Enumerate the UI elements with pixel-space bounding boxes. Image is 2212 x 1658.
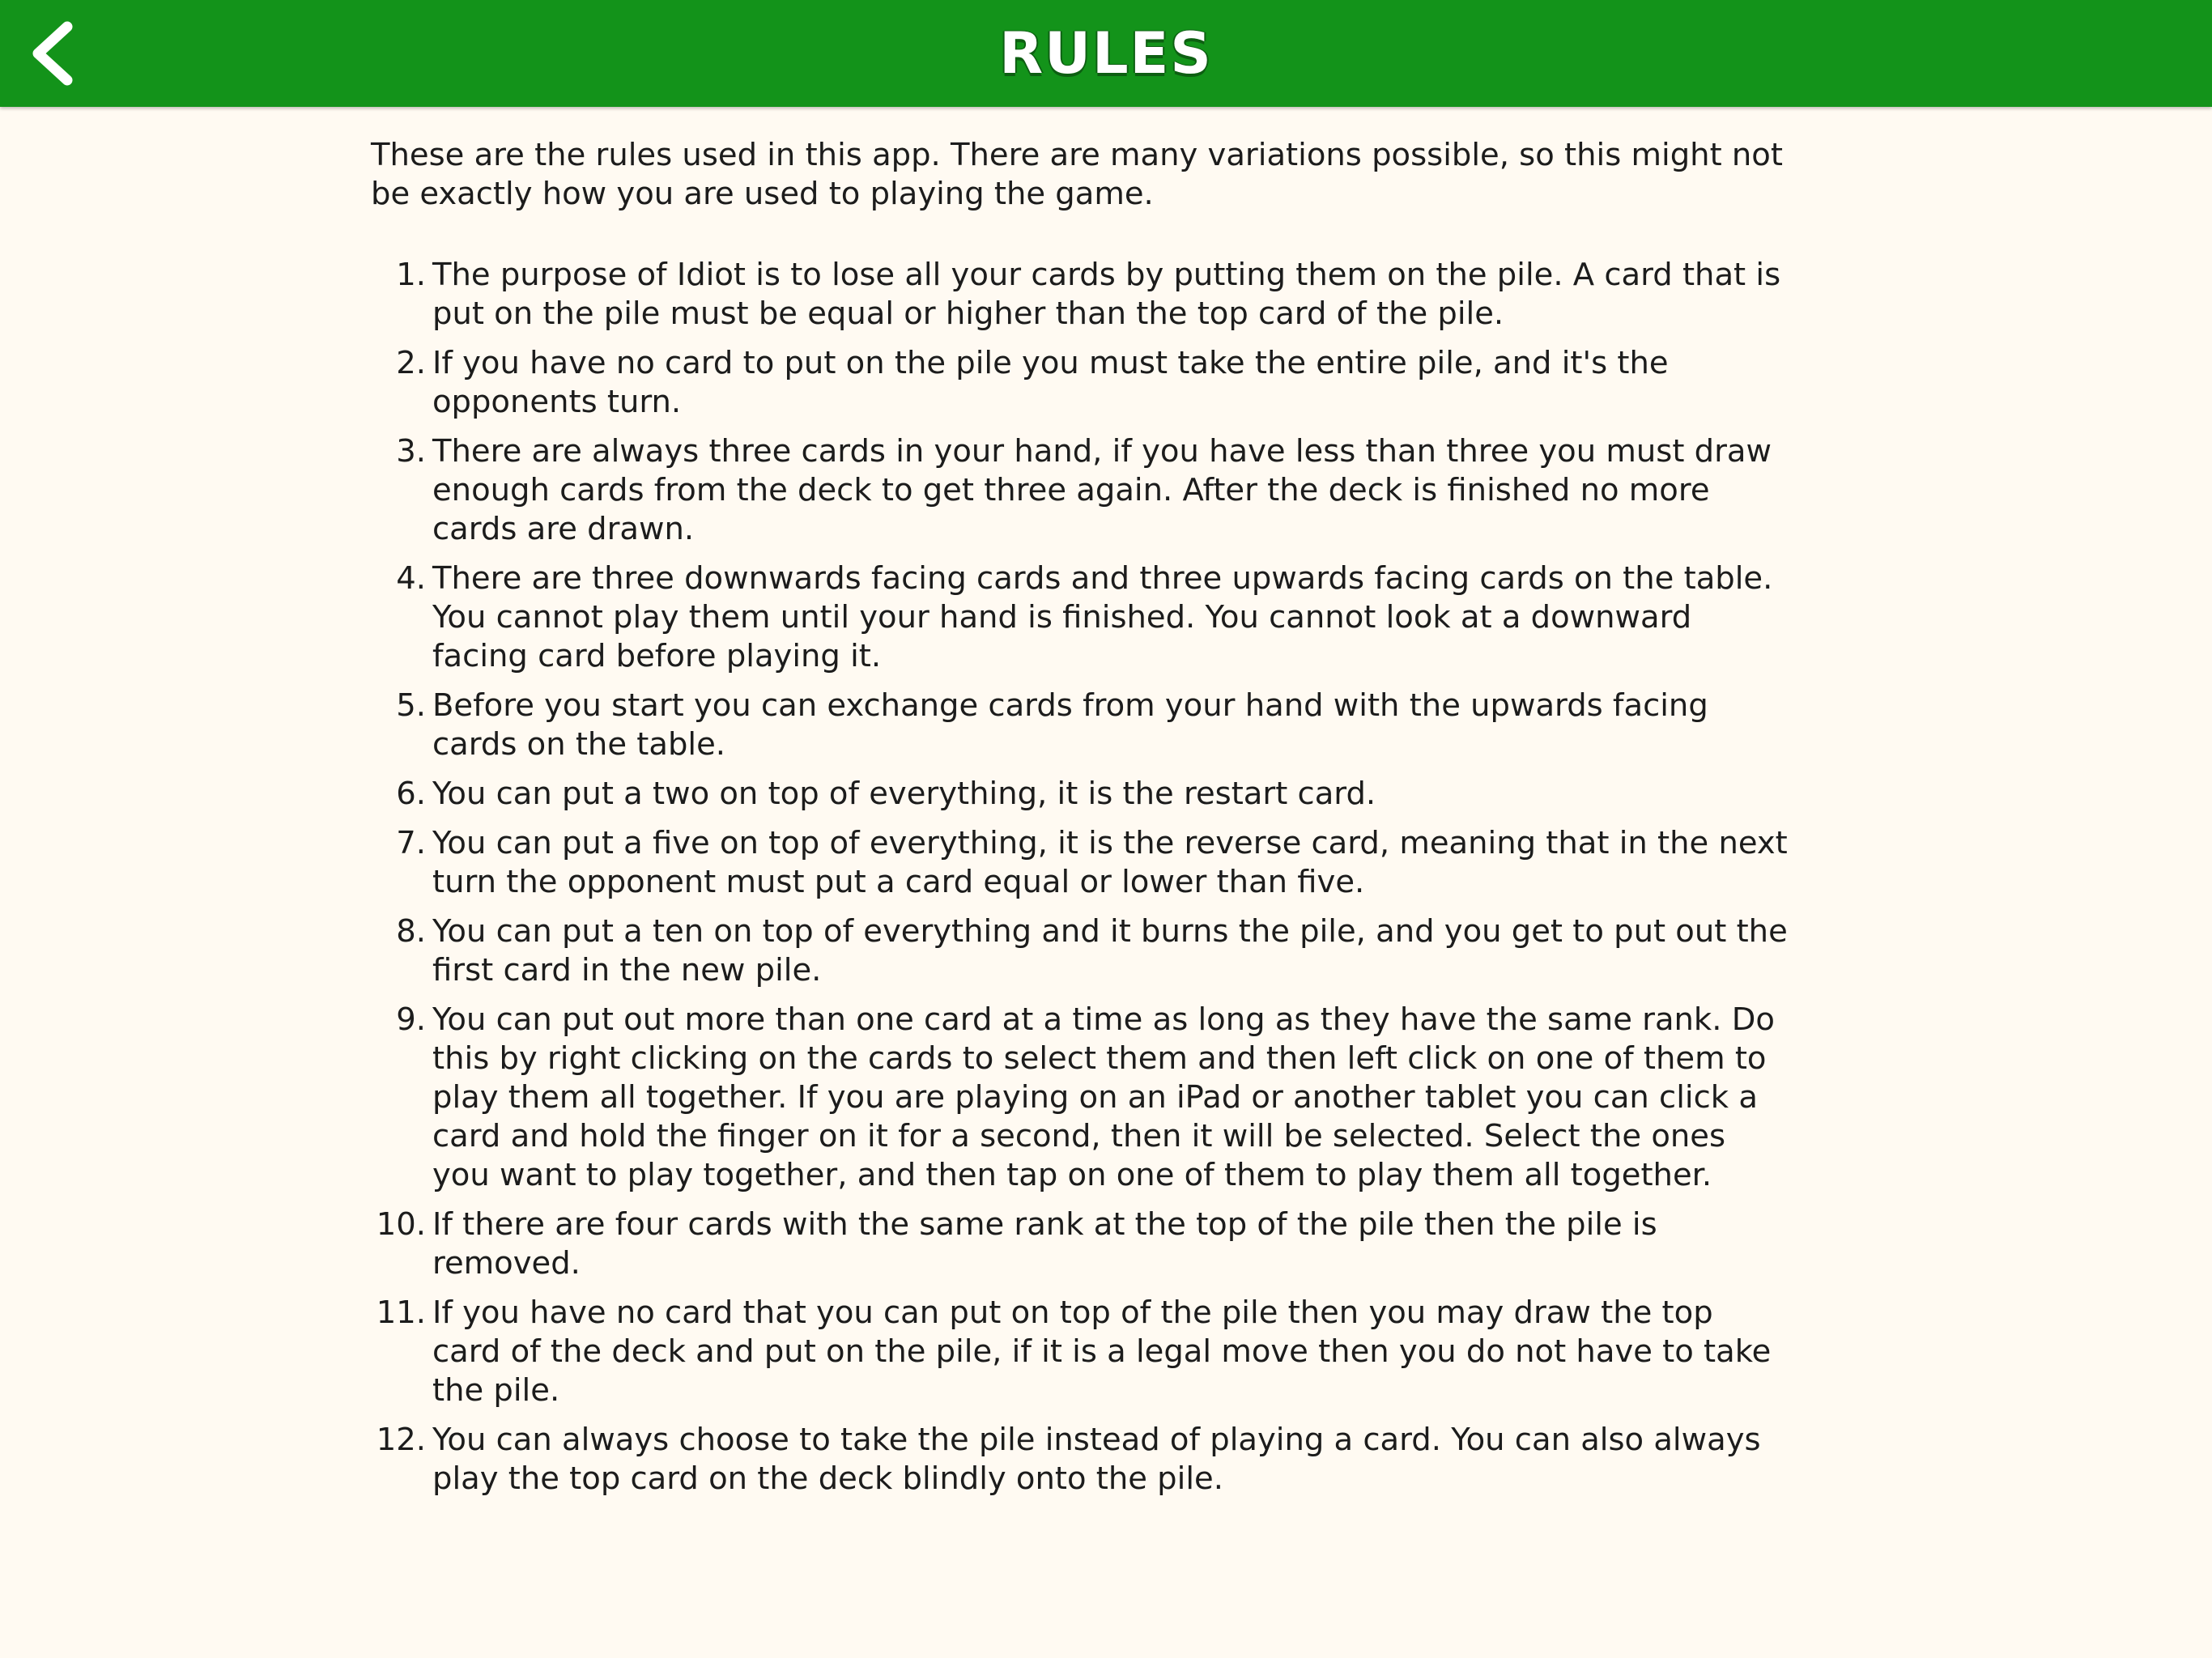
rule-item bbox=[371, 1001, 1788, 1195]
rule-number: 3. bbox=[396, 433, 426, 470]
rule-text: If you have no card to put on the pile you must take the entire pile, and it's the opponents turn. bbox=[432, 345, 1669, 420]
rule-number: 11. bbox=[376, 1295, 426, 1331]
rule-text: You can put out more than one card at a time as long as they have the same rank. Do this by right clicking on the cards to select them and then left click on one of them to play them all together. If you are playing on an iPad or another tablet you can click a card and hold the finger on it for a second, then it will be selected. Select the ones you want to play together, and then tap on one of them to play them all together. bbox=[432, 1001, 1775, 1193]
rule-item bbox=[371, 432, 1788, 549]
rule-text: You can put a two on top of everything, it is the restart card. bbox=[432, 776, 1376, 812]
rule-number: 12. bbox=[376, 1422, 426, 1458]
rule-number: 8. bbox=[396, 913, 426, 950]
rule-item bbox=[371, 256, 1788, 334]
rule-item bbox=[371, 344, 1788, 422]
rule-text: You can always choose to take the pile instead of playing a card. You can also always play the top card on the deck blindly onto the pile. bbox=[432, 1422, 1761, 1497]
rules-content bbox=[371, 136, 1788, 1509]
rule-item bbox=[371, 775, 1788, 814]
rule-text: The purpose of Idiot is to lose all your cards by putting them on the pile. A card that is put on the pile must be equal or higher than the top card of the pile. bbox=[432, 257, 1781, 332]
page-title: RULES bbox=[999, 20, 1213, 87]
rule-text: You can put a five on top of everything, it is the reverse card, meaning that in the next turn the opponent must put a card equal or lower than five. bbox=[432, 825, 1788, 900]
rule-item bbox=[371, 1421, 1788, 1499]
rule-text: There are always three cards in your hand, if you have less than three you must draw enough cards from the deck to get three again. After the deck is finished no more cards are drawn. bbox=[432, 433, 1772, 547]
rule-text: There are three downwards facing cards and three upwards facing cards on the table. You cannot play them until your hand is finished. You cannot look at a downward facing card before playing it. bbox=[432, 560, 1773, 674]
rule-number: 10. bbox=[376, 1206, 426, 1243]
rule-number: 4. bbox=[396, 560, 426, 597]
rule-number: 6. bbox=[396, 776, 426, 812]
rule-item bbox=[371, 1205, 1788, 1283]
rules-list bbox=[371, 256, 1788, 1499]
rule-item bbox=[371, 559, 1788, 676]
rule-number: 5. bbox=[396, 687, 426, 724]
rule-text: If you have no card that you can put on top of the pile then you may draw the top card of the deck and put on the pile, if it is a legal move then you do not have to take the pile. bbox=[432, 1295, 1772, 1409]
rule-text: You can put a ten on top of everything and it burns the pile, and you get to put out the first card in the new pile. bbox=[432, 913, 1788, 988]
rule-item bbox=[371, 912, 1788, 990]
rule-text: If there are four cards with the same rank at the top of the pile then the pile is removed. bbox=[432, 1206, 1657, 1282]
rule-number: 9. bbox=[396, 1001, 426, 1038]
intro-text: These are the rules used in this app. There are many variations possible, so this might not be exactly how you are used to playing the game. bbox=[371, 137, 1783, 212]
rule-item bbox=[371, 824, 1788, 902]
rule-number: 1. bbox=[396, 257, 426, 293]
rule-number: 7. bbox=[396, 825, 426, 861]
rule-number: 2. bbox=[396, 345, 426, 381]
rule-item bbox=[371, 687, 1788, 764]
header-bar bbox=[0, 0, 2212, 107]
rule-item bbox=[371, 1294, 1788, 1410]
rule-text: Before you start you can exchange cards from your hand with the upwards facing cards on the table. bbox=[432, 687, 1708, 763]
